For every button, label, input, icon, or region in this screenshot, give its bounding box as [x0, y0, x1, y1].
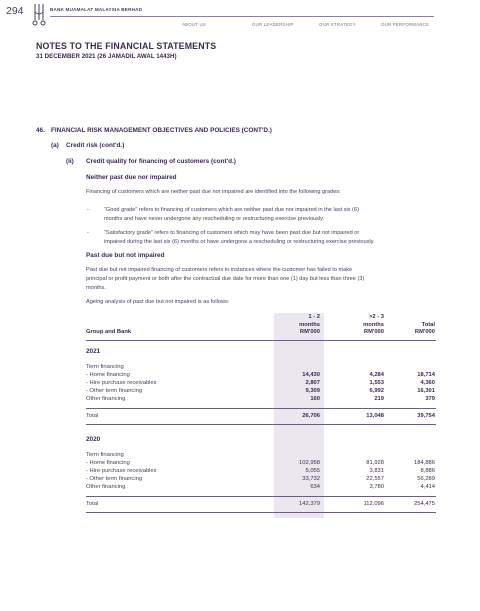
- bullet-dash-icon: -: [87, 230, 89, 236]
- total-cell: 142,379: [299, 501, 320, 507]
- cell: 16,301: [417, 388, 435, 394]
- bank-name: BANK MUAMALAT MALAYSIA BERHAD: [50, 7, 143, 12]
- total-cell: 254,475: [414, 501, 435, 507]
- neither-heading: Neither past due nor impaired: [86, 174, 177, 181]
- subsection-a-number: (a): [51, 142, 59, 149]
- cell: 2,807: [305, 380, 320, 386]
- satisfactory-grade-line-1: “Satisfactory grade” refers to financing of customers which may have been past due but not impaired or: [104, 230, 360, 236]
- total-cell: 26,706: [302, 413, 320, 419]
- row-label: Other financing: [86, 484, 126, 490]
- cell: 33,732: [302, 476, 320, 482]
- row-label: - Other term financing: [86, 476, 143, 482]
- page-subtitle: 31 DECEMBER 2021 (26 JAMADIL AWAL 1443H): [36, 53, 177, 60]
- cell: 6,992: [369, 388, 384, 394]
- row-label: - Hire purchase receivables: [86, 468, 157, 474]
- bank-logo-icon: [30, 2, 48, 28]
- pastdue-line-3: months.: [86, 285, 106, 291]
- row-label: - Home financing: [86, 460, 130, 466]
- col-header-2-3-months: >2 - 3 months RM'000: [363, 314, 384, 335]
- row-label: - Hire purchase receivables: [86, 380, 157, 386]
- page-number: 294: [6, 5, 24, 17]
- section-heading: FINANCIAL RISK MANAGEMENT OBJECTIVES AND POLICIES (CONT'D.): [51, 127, 272, 134]
- cell: 219: [374, 396, 384, 402]
- row-label: - Home financing: [86, 372, 130, 378]
- cell: 9,309: [305, 388, 320, 394]
- total-label: Total: [86, 413, 99, 419]
- pastdue-heading: Past due but not impaired: [86, 252, 165, 259]
- cell: 14,430: [302, 372, 320, 378]
- total-rule-top: [86, 408, 436, 409]
- cell: 3,831: [369, 468, 384, 474]
- total-label: Total: [86, 501, 99, 507]
- term-financing-label: Term financing: [86, 452, 124, 458]
- bullet-dash-icon: -: [87, 207, 89, 213]
- cell: 3,780: [369, 484, 384, 490]
- col-header-total: Total RM'000: [414, 321, 435, 335]
- year-2020: 2020: [86, 436, 101, 443]
- total-cell: 112,096: [363, 501, 384, 507]
- cell: 634: [310, 484, 320, 490]
- nav-our-leadership[interactable]: OUR LEADERSHIP: [252, 22, 294, 27]
- cell: 56,289: [417, 476, 435, 482]
- cell: 8,886: [420, 468, 435, 474]
- row-label: - Other term financing: [86, 388, 143, 394]
- subsection-ii-heading: Credit quality for financing of customers (cont'd.): [86, 158, 236, 165]
- ageing-intro: Ageing analysis of past due but not impaired is as follows:: [86, 299, 230, 305]
- cell: 184,886: [414, 460, 435, 466]
- nav-our-performance[interactable]: OUR PERFORMANCE: [381, 22, 430, 27]
- satisfactory-grade-line-2: impaired during the last six (6) months or have undergone a rescheduling or restructuring exercise previously.: [104, 239, 375, 245]
- table-header-rule: [86, 340, 436, 341]
- cell: 160: [310, 396, 320, 402]
- header-divider: [50, 16, 434, 17]
- cell: 1,553: [369, 380, 384, 386]
- pastdue-line-1: Past due but not impaired financing of customers refers to instances where the customer has failed to make: [86, 267, 353, 273]
- neither-intro: Financing of customers which are neither past due nor impaired are identified into the following grades:: [86, 189, 341, 195]
- term-financing-label: Term financing: [86, 364, 124, 370]
- section-number: 46.: [36, 127, 45, 134]
- year-2021: 2021: [86, 348, 101, 355]
- cell: 5,055: [305, 468, 320, 474]
- row-label: Other financing: [86, 396, 126, 402]
- pastdue-line-2: principal or profit payment or both after the contractual due date for more than one (1) day but less than three (3): [86, 276, 365, 282]
- nav-about-us[interactable]: ABOUT US: [182, 22, 206, 27]
- cell: 4,284: [369, 372, 384, 378]
- row-label-header: Group and Bank: [86, 329, 132, 335]
- nav-our-strategy[interactable]: OUR STRATEGY: [319, 22, 356, 27]
- total-rule-bottom: [86, 424, 436, 425]
- page-title: NOTES TO THE FINANCIAL STATEMENTS: [36, 41, 217, 51]
- total-rule-top: [86, 496, 436, 497]
- col-header-1-2-months: 1 - 2 months RM'000: [299, 314, 320, 335]
- good-grade-line-1: “Good grade” refers to financing of customers which are neither past due nor impaired in the last six (6): [104, 207, 359, 213]
- cell: 18,714: [417, 372, 435, 378]
- cell: 379: [425, 396, 435, 402]
- total-cell: 13,048: [366, 413, 384, 419]
- cell: 22,557: [366, 476, 384, 482]
- cell: 4,360: [420, 380, 435, 386]
- cell: 102,958: [299, 460, 320, 466]
- subsection-a-heading: Credit risk (cont'd.): [66, 142, 125, 149]
- total-rule-bottom: [86, 512, 436, 513]
- cell: 4,414: [420, 484, 435, 490]
- cell: 81,928: [366, 460, 384, 466]
- subsection-ii-number: (ii): [66, 158, 74, 165]
- good-grade-line-2: months and have never undergone any rescheduling or restructuring exercise previously.: [104, 216, 325, 222]
- total-cell: 39,754: [417, 413, 435, 419]
